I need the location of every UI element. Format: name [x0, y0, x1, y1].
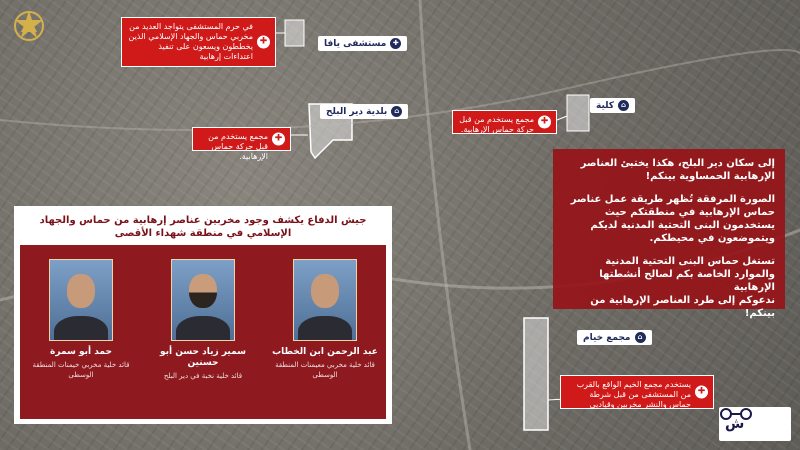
place-hospital	[318, 36, 407, 51]
callout-municipality-text: مجمع يستخدم من قبل حركة حماس الإرهابية.	[208, 132, 268, 161]
callout-camp-text: يستخدم مجمع الخيم الواقع بالقرب من المستشفى من قبل شرطة حماس والنشر مخربين وقياديي	[576, 380, 691, 409]
suspects-panel	[14, 206, 392, 424]
target-icon: ✚	[257, 36, 270, 49]
place-college-label: كلية	[596, 100, 615, 111]
suspect-card	[270, 259, 380, 419]
callout-hospital-text: في حرم المستشفى يتواجد العديد من مخربي حماس والجهاد الإسلامي الذين يخططون ويسعون على تنفيذ اعتداءات إرهابية	[128, 22, 253, 61]
place-hospital-label: مستشفى يافا	[324, 38, 387, 49]
place-camp-label: مجمع خيام	[583, 332, 631, 343]
suspect-name: حمد أبو سمرة	[50, 347, 112, 357]
target-icon: ✚	[272, 133, 285, 146]
place-municipality-label: بلدية دير البلح	[326, 106, 388, 117]
callout-camp	[560, 375, 714, 409]
army-emblem-icon	[12, 8, 46, 44]
place-college	[590, 98, 635, 113]
suspect-role: قائد خلية مخربي خيمنات المنطقة الوسطى	[32, 361, 130, 379]
suspect-photo	[49, 259, 113, 341]
suspect-photo	[293, 259, 357, 341]
channel-logo	[719, 407, 791, 441]
target-icon: ✚	[538, 116, 551, 129]
target-icon: ✚	[695, 386, 708, 399]
callout-college	[452, 110, 557, 134]
suspect-card	[26, 259, 136, 419]
panel-title: جيش الدفاع يكشف وجود مخربين عناصر إرهابية من حماس والجهاد الإسلامي في منطقة شهداء الأقصى	[39, 215, 367, 239]
suspects-list	[20, 245, 386, 419]
building-pin-icon: ⌂	[391, 106, 402, 117]
suspect-role: قائد خلية نخبة في دير البلح	[163, 372, 243, 380]
suspect-card	[148, 259, 258, 419]
callout-college-text: مجمع يستخدم من قبل حركة حماس الإرهابية.	[459, 115, 534, 134]
link-logo-icon	[719, 407, 753, 421]
suspect-name: سمير زياد حسن أبو حسنين	[160, 347, 246, 368]
message-line-2: الصورة المرفقة تُظهر طريقة عمل عناصر حماس الإرهابية في منطقتكم حيث يستخدمون البنى التحتية المدنية لديكم ويتموضعون في محيطكم.	[570, 194, 775, 244]
message-line-3: تستغل حماس البنى التحتية المدنية والموارد الخاصة بكم لصالح أنشطتها الإرهابية	[599, 256, 775, 293]
building-pin-icon: ⌂	[618, 100, 629, 111]
suspect-photo	[171, 259, 235, 341]
callout-municipality	[192, 127, 291, 161]
building-pin-icon: ⌂	[635, 332, 646, 343]
message-line-1: إلى سكان دير البلح، هكذا يختبئ العناصر الإرهابية الحمساوية بينكم!	[580, 158, 775, 182]
suspect-name: عبد الرحمن ابن الخطاب	[272, 347, 378, 357]
place-camp	[577, 330, 652, 345]
suspect-role: قائد خلية مخربي معيمنات المنطقة الوسطى	[275, 361, 375, 379]
message-line-4: ندعوكم إلى طرد العناصر الإرهابية من بينكم!	[590, 295, 775, 319]
logo-letter: ش	[725, 416, 745, 432]
place-municipality	[320, 104, 408, 119]
callout-hospital	[121, 17, 276, 67]
building-pin-icon: ✚	[390, 38, 401, 49]
message-box	[553, 149, 785, 319]
